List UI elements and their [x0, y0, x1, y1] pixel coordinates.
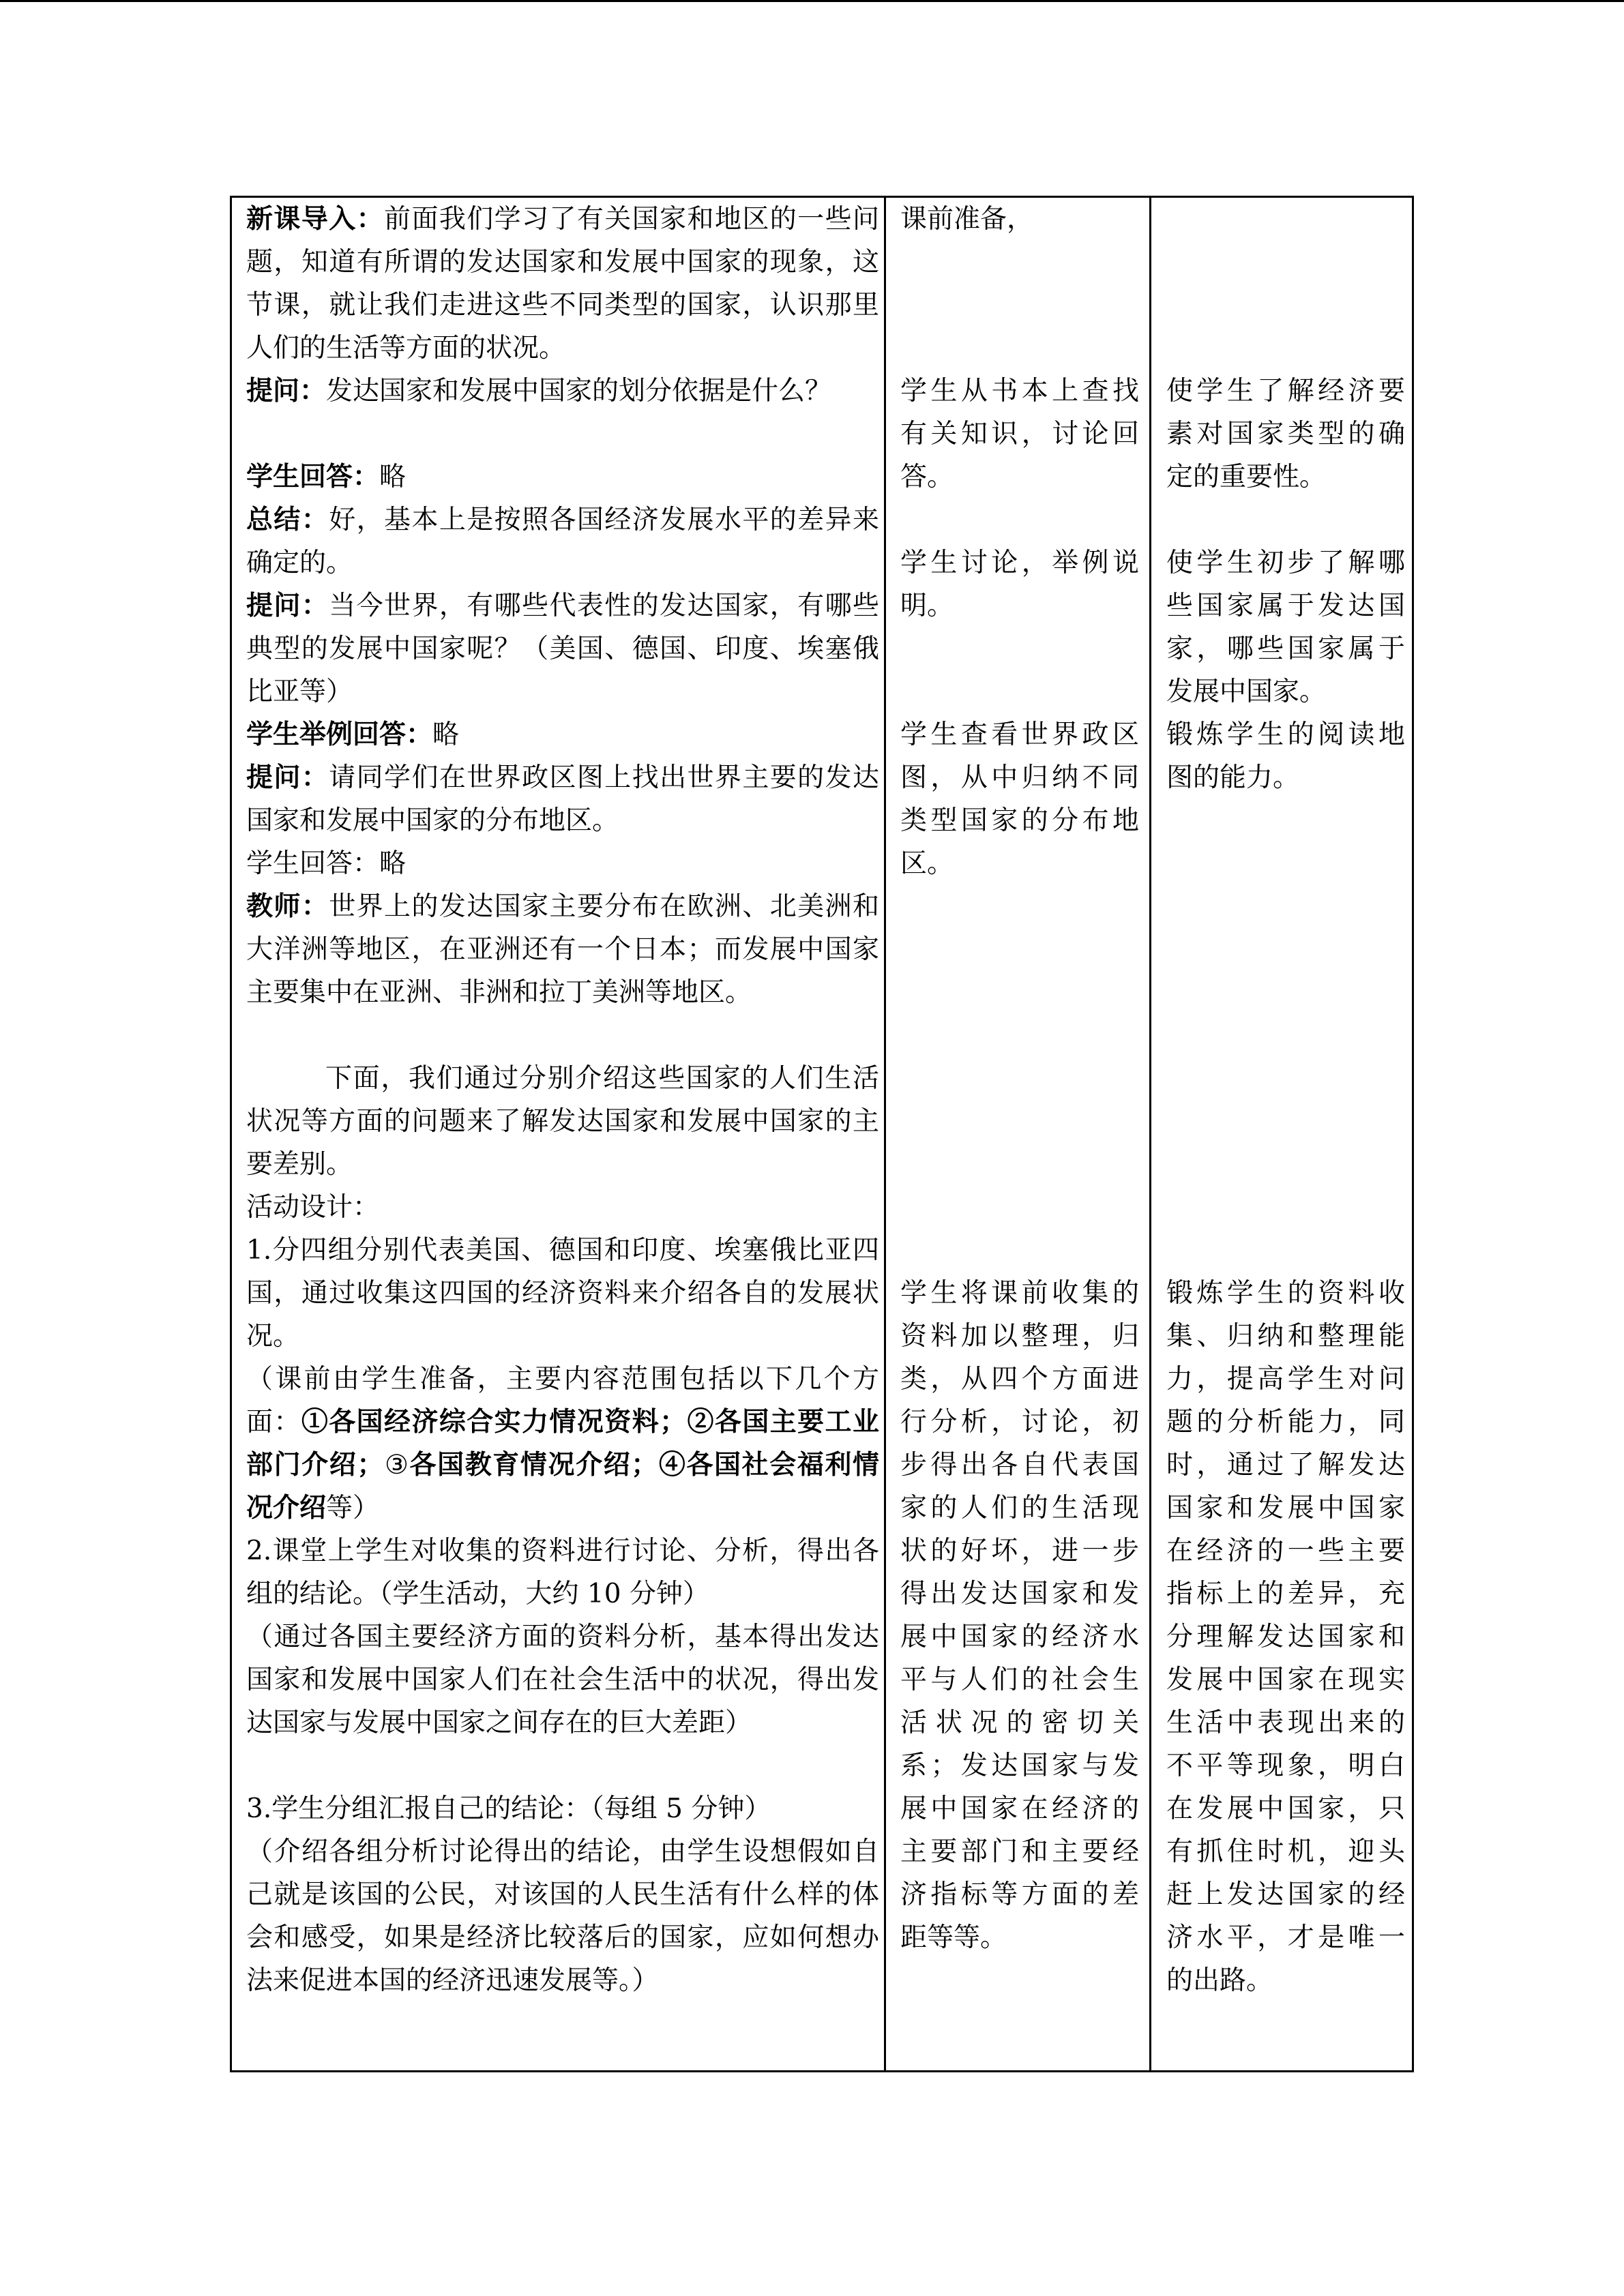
question-3 — [246, 756, 879, 842]
transition-paragraph — [246, 1057, 879, 1186]
section-label: 提问： — [246, 590, 329, 621]
section-text: 活动设计： — [246, 1192, 380, 1223]
question-1 — [246, 370, 879, 413]
section-text: 学生回答：略 — [246, 848, 407, 879]
section-text: 当今世界，有哪些代表性的发达国家，有哪些典型的发展中国家呢？（美国、德国、印度、埃塞俄比亚等） — [246, 591, 879, 707]
column-divider — [1149, 198, 1151, 2070]
activity-step-1 — [246, 1229, 879, 1358]
section-text: 等） — [326, 1493, 380, 1523]
preparation-note — [246, 1358, 879, 1530]
student-activity-4: 学生查看世界政区图，从中归纳不同类型国家的分布地区。 — [900, 719, 1139, 879]
page-top-border — [0, 0, 1624, 2]
section-label: 学生回答： — [246, 461, 380, 492]
report-note — [246, 1830, 879, 2002]
teacher-explanation — [246, 885, 879, 1014]
section-text: 发达国家和发展中国家的划分依据是什么？ — [326, 376, 832, 406]
section-label: 提问： — [246, 762, 329, 793]
bold-topics: ①各国经济综合实力情况资料；②各国主要工业部门介绍； — [246, 1406, 879, 1480]
activity-step-3 — [246, 1787, 879, 1830]
student-answer-1 — [246, 456, 879, 498]
design-purpose-column — [1166, 198, 1405, 2070]
new-lesson-intro — [246, 198, 879, 370]
purpose-2: 使学生初步了解哪些国家属于发达国家，哪些国家属于发展中国家。 — [1166, 548, 1405, 707]
analysis-note — [246, 1615, 879, 1744]
section-text: 略 — [379, 462, 407, 492]
activity-step-2 — [246, 1530, 879, 1615]
purpose-4: 锻炼学生的资料收集、归纳和整理能力，提高学生对问题的分析能力，同时，通过了解发达国家和发展中国家在经济的一些主要指标上的差异，充分理解发达国家和发展中国家在现实生活中表现出来的不平等现象，明白在发展中国家，只有抓住时机，迎头赶上发达国家的经济水平，才是唯一的出路。 — [1166, 1278, 1405, 1996]
student-activity-2: 学生从书本上查找有关知识，讨论回答。 — [900, 376, 1139, 492]
section-label: 教师： — [246, 891, 329, 922]
section-text: （通过各国主要经济方面的资料分析，基本得出发达国家和发展中国家人们在社会生活中的状况，得出发达国家与发展中国家之间存在的巨大差距） — [246, 1622, 879, 1738]
section-text: 请同学们在世界政区图上找出世界主要的发达国家和发展中国家的分布地区。 — [246, 762, 879, 836]
question-2 — [246, 584, 879, 713]
student-activity-3: 学生讨论，举例说明。 — [900, 548, 1139, 621]
activity-design-heading — [246, 1186, 879, 1229]
student-activity-5: 学生将课前收集的资料加以整理，归类，从四个方面进行分析，讨论，初步得出各自代表国家的人们的生活现状的好坏，进一步得出发达国家和发展中国家的经济水平与人们的社会生活状况的密切关系；发达国家与发展中国家在经济的主要部门和主要经济指标等方面的差距等等。 — [900, 1278, 1139, 1953]
section-label: 提问： — [246, 375, 327, 406]
column-divider — [884, 198, 886, 2070]
section-text: （课前由学生准备，主要内容范围包括以下几个方面： — [246, 1364, 879, 1437]
section-text: 1.分四组分别代表美国、德国和印度、埃塞俄比亚四国，通过收集这四国的经济资料来介绍各自的发展状况。 — [246, 1235, 879, 1352]
section-text: 3.学生分组汇报自己的结论：（每组 5 分钟） — [246, 1793, 771, 1824]
section-label: 总结： — [246, 504, 329, 535]
section-text: 好，基本上是按照各国经济发展水平的差异来确定的。 — [246, 505, 879, 578]
student-activity-column — [900, 198, 1139, 2070]
section-label: 新课导入： — [246, 203, 385, 235]
section-label: 学生举例回答： — [246, 719, 433, 750]
student-example-answer — [246, 713, 879, 756]
teacher-activity-column — [246, 198, 879, 2070]
section-text: 略 — [432, 719, 460, 750]
summary — [246, 498, 879, 584]
purpose-1: 使学生了解经济要素对国家类型的确定的重要性。 — [1166, 376, 1405, 492]
section-text: 世界上的发达国家主要分布在欧洲、北美洲和大洋洲等地区，在亚洲还有一个日本；而发展中国家主要集中在亚洲、非洲和拉丁美洲等地区。 — [246, 891, 879, 1008]
section-text: 前面我们学习了有关国家和地区的一些问题，知道有所谓的发达国家和发展中国家的现象，这节课，就让我们走进这些不同类型的国家，认识那里人们的生活等方面的状况。 — [246, 204, 879, 363]
section-text: 下面，我们通过分别介绍这些国家的人们生活状况等方面的问题来了解发达国家和发展中国家的主要差别。 — [246, 1063, 879, 1180]
student-answer-2 — [246, 842, 879, 885]
section-text: ③ — [383, 1450, 410, 1480]
section-text: （介绍各组分析讨论得出的结论，由学生设想假如自己就是该国的公民，对该国的人民生活有什么样的体会和感受，如果是经济比较落后的国家，应如何想办法来促进本国的经济迅速发展等。） — [246, 1836, 879, 1996]
bold-topics: 各国教育情况介绍；④各国社会福利情况介绍 — [246, 1449, 879, 1523]
lesson-plan-table — [230, 196, 1414, 2072]
student-activity-1: 课前准备， — [900, 204, 1034, 235]
section-text: 2.课堂上学生对收集的资料进行讨论、分析，得出各组的结论。（学生活动，大约 10 分钟） — [246, 1536, 879, 1609]
purpose-3: 锻炼学生的阅读地图的能力。 — [1166, 719, 1405, 793]
